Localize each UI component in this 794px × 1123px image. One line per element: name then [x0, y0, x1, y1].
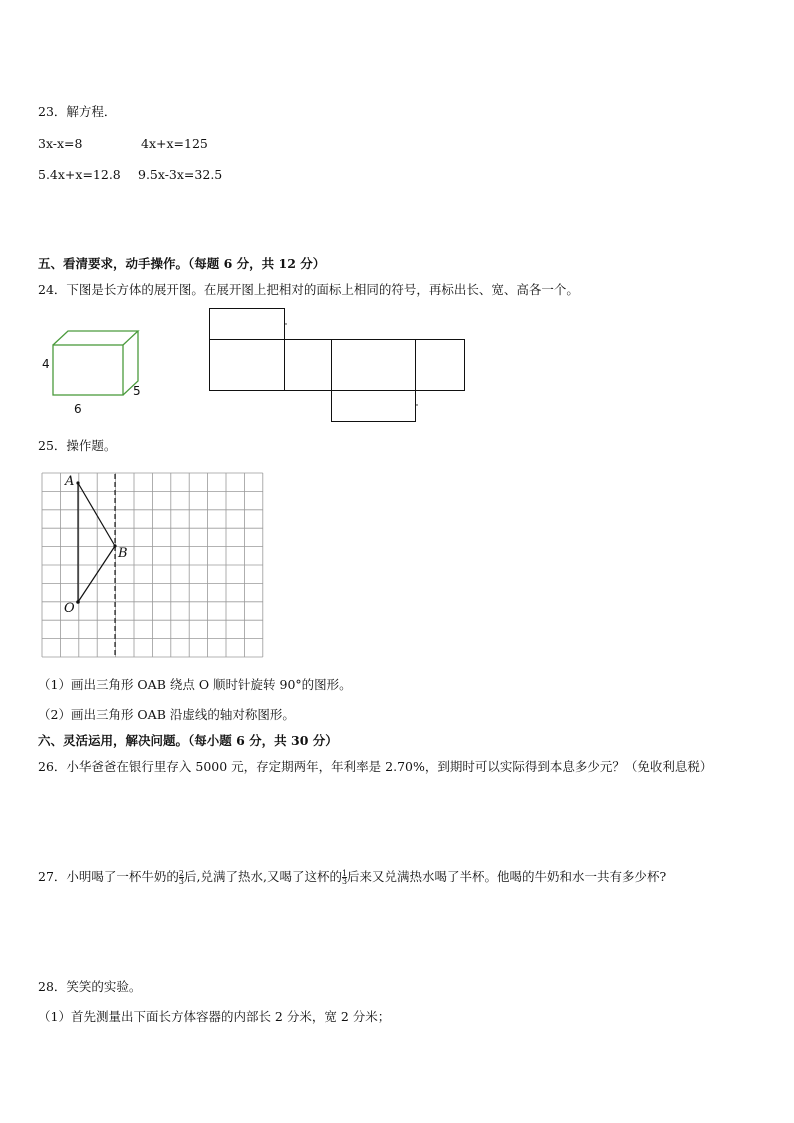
point-o-label: O [64, 601, 75, 616]
q27-part-2: 后,兑满了热水,又喝了这杯的 [184, 869, 342, 884]
segment-bo [78, 546, 115, 602]
cuboid-height-label: 4 [42, 357, 50, 371]
q28-step-1: （1）首先测量出下面长方体容器的内部长 2 分米，宽 2 分米； [38, 1009, 391, 1024]
q24-title: 24．下图是长方体的展开图。在展开图上把相对的面标上相同的符号，再标出长、宽、高各一个。 [38, 282, 579, 297]
section5-heading: 五、看清要求，动手操作。（每题 6 分，共 12 分） [38, 256, 326, 271]
q23-equation-4: 9.5x-3x=32.5 [138, 167, 223, 182]
q23-equation-1: 3x-x=8 [38, 136, 83, 151]
q25-task-2: （2）画出三角形 OAB 沿虚线的轴对称图形。 [38, 707, 295, 722]
net-face-top [210, 309, 285, 340]
net-face-bottom [332, 391, 416, 422]
q23-equation-3: 5.4x+x=12.8 [38, 167, 121, 182]
q25-title: 25．操作题。 [38, 438, 117, 453]
q28-title: 28．笑笑的实验。 [38, 979, 142, 994]
q23-equation-2: 4x+x=125 [141, 136, 208, 151]
q25-task-1: （1）画出三角形 OAB 绕点 O 顺时针旋转 90°的图形。 [38, 677, 352, 692]
q27-text [38, 869, 666, 885]
section6-heading: 六、灵活运用，解决问题。（每小题 6 分，共 30 分） [38, 733, 338, 748]
point-b-label: B [118, 546, 128, 561]
segment-ab [78, 483, 115, 546]
net-face-side-2 [416, 340, 465, 391]
q27-fraction-2: $\frac{1}{3}$ [341, 869, 348, 886]
q27-part-3: 后来又兑满热水喝了半杯。他喝的牛奶和水一共有多少杯? [347, 869, 667, 884]
q26-text: 26．小华爸爸在银行里存入 5000 元，存定期两年，年利率是 2.70%，到期时可以实际得到本息多少元？（免收利息税） [38, 759, 713, 774]
net-face-side-1 [285, 340, 332, 391]
cuboid-width-label: 5 [133, 384, 141, 398]
q23-title: 23．解方程． [38, 104, 117, 119]
net-face-back [332, 340, 416, 391]
q27-fraction-1: $\frac{2}{3}$ [178, 869, 184, 886]
grid-figure [38, 470, 268, 660]
point-a-label: A [65, 474, 75, 489]
cuboid-length-label: 6 [74, 402, 82, 416]
cuboid-net-figure [205, 305, 470, 427]
q27-part-1: 27．小明喝了一杯牛奶的 [38, 869, 179, 884]
cuboid-figure [36, 325, 156, 417]
net-face-front [210, 340, 285, 391]
